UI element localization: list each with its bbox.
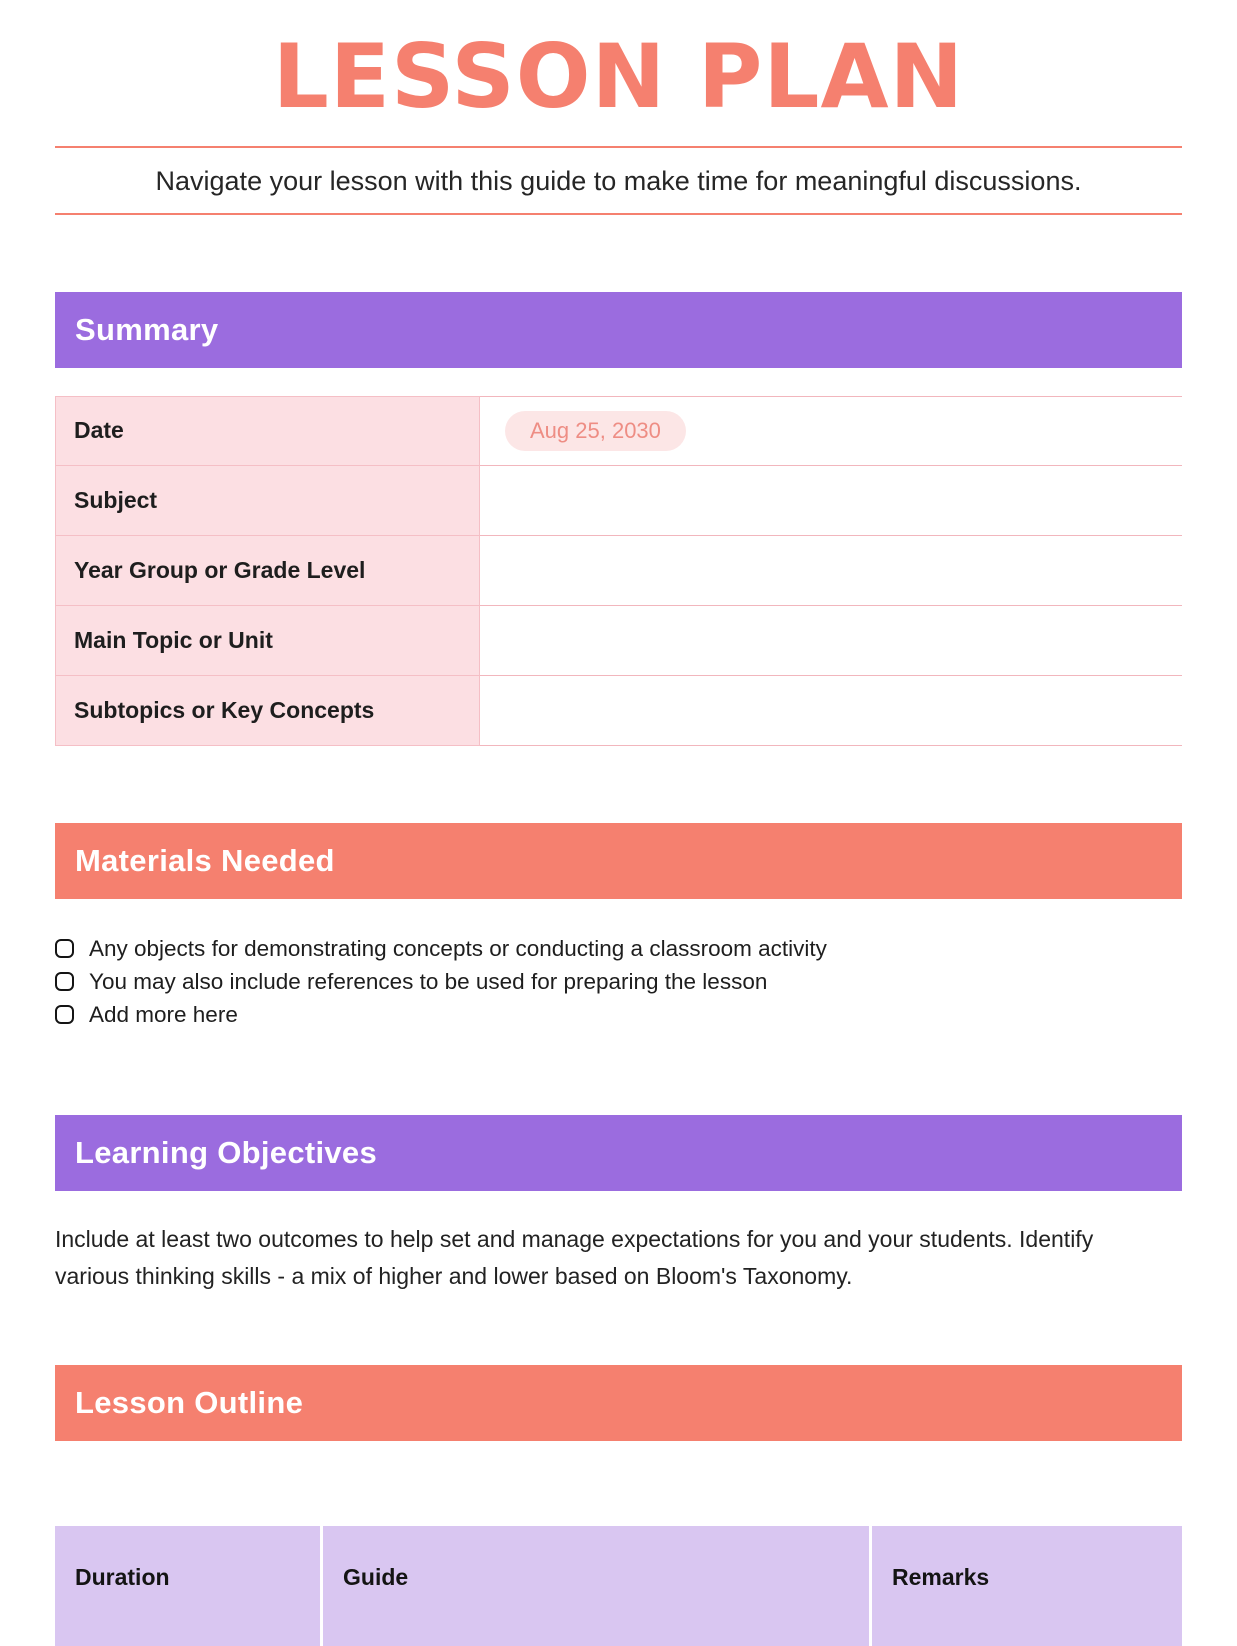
outline-heading: Lesson Outline bbox=[75, 1384, 304, 1420]
summary-value-cell-year-group[interactable] bbox=[480, 536, 1182, 606]
summary-label-cell-date bbox=[55, 396, 480, 466]
outline-column-remarks: Remarks bbox=[872, 1526, 1182, 1646]
summary-label: Subtopics or Key Concepts bbox=[74, 696, 375, 723]
list-item bbox=[55, 965, 1182, 998]
summary-value-cell-subtopics[interactable] bbox=[480, 676, 1182, 746]
summary-value-cell-subject[interactable] bbox=[480, 466, 1182, 536]
summary-label-cell-subject bbox=[55, 466, 480, 536]
page-title: LESSON PLAN bbox=[272, 25, 965, 128]
materials-heading: Materials Needed bbox=[75, 842, 335, 878]
table-row bbox=[55, 396, 1182, 466]
summary-value-cell-date[interactable] bbox=[480, 396, 1182, 466]
checkbox-icon[interactable] bbox=[55, 939, 74, 958]
summary-heading: Summary bbox=[75, 311, 219, 347]
outline-section-header bbox=[55, 1365, 1182, 1441]
summary-section-header bbox=[55, 292, 1182, 368]
table-row bbox=[55, 466, 1182, 536]
summary-label: Date bbox=[74, 417, 124, 444]
outline-column-guide: Guide bbox=[323, 1526, 869, 1646]
table-row bbox=[55, 676, 1182, 746]
page-subtitle: Navigate your lesson with this guide to make time for meaningful discussions. bbox=[155, 165, 1082, 196]
materials-checklist bbox=[55, 932, 1182, 1031]
divider-bottom bbox=[55, 213, 1182, 215]
checkbox-icon[interactable] bbox=[55, 1005, 74, 1024]
summary-value-cell-main-topic[interactable] bbox=[480, 606, 1182, 676]
list-item bbox=[55, 998, 1182, 1031]
lesson-plan-page bbox=[0, 24, 1237, 1646]
divider-top bbox=[55, 146, 1182, 148]
checklist-item-label: Any objects for demonstrating concepts or conducting a classroom activity bbox=[89, 935, 827, 961]
summary-label-cell-subtopics bbox=[55, 676, 480, 746]
checklist-item-label: Add more here bbox=[89, 1001, 238, 1027]
summary-table bbox=[55, 396, 1182, 746]
objectives-description: Include at least two outcomes to help set and manage expectations for you and your students. Identify various thinking skills - a mix of higher and lower based on Bloom's Taxonomy. bbox=[55, 1225, 1094, 1289]
objectives-section-header bbox=[55, 1115, 1182, 1191]
summary-label-cell-main-topic bbox=[55, 606, 480, 676]
outline-table-header-row bbox=[55, 1526, 1182, 1646]
summary-label: Subject bbox=[74, 486, 158, 513]
summary-label-cell-year-group bbox=[55, 536, 480, 606]
materials-section-header bbox=[55, 823, 1182, 899]
date-value[interactable]: Aug 25, 2030 bbox=[505, 411, 686, 451]
objectives-heading: Learning Objectives bbox=[75, 1134, 378, 1170]
checkbox-icon[interactable] bbox=[55, 972, 74, 991]
list-item bbox=[55, 932, 1182, 965]
outline-column-duration: Duration bbox=[55, 1526, 320, 1646]
checklist-item-label: You may also include references to be used for preparing the lesson bbox=[89, 968, 768, 994]
table-row bbox=[55, 536, 1182, 606]
summary-label: Main Topic or Unit bbox=[74, 626, 273, 653]
table-row bbox=[55, 606, 1182, 676]
summary-label: Year Group or Grade Level bbox=[74, 556, 366, 583]
